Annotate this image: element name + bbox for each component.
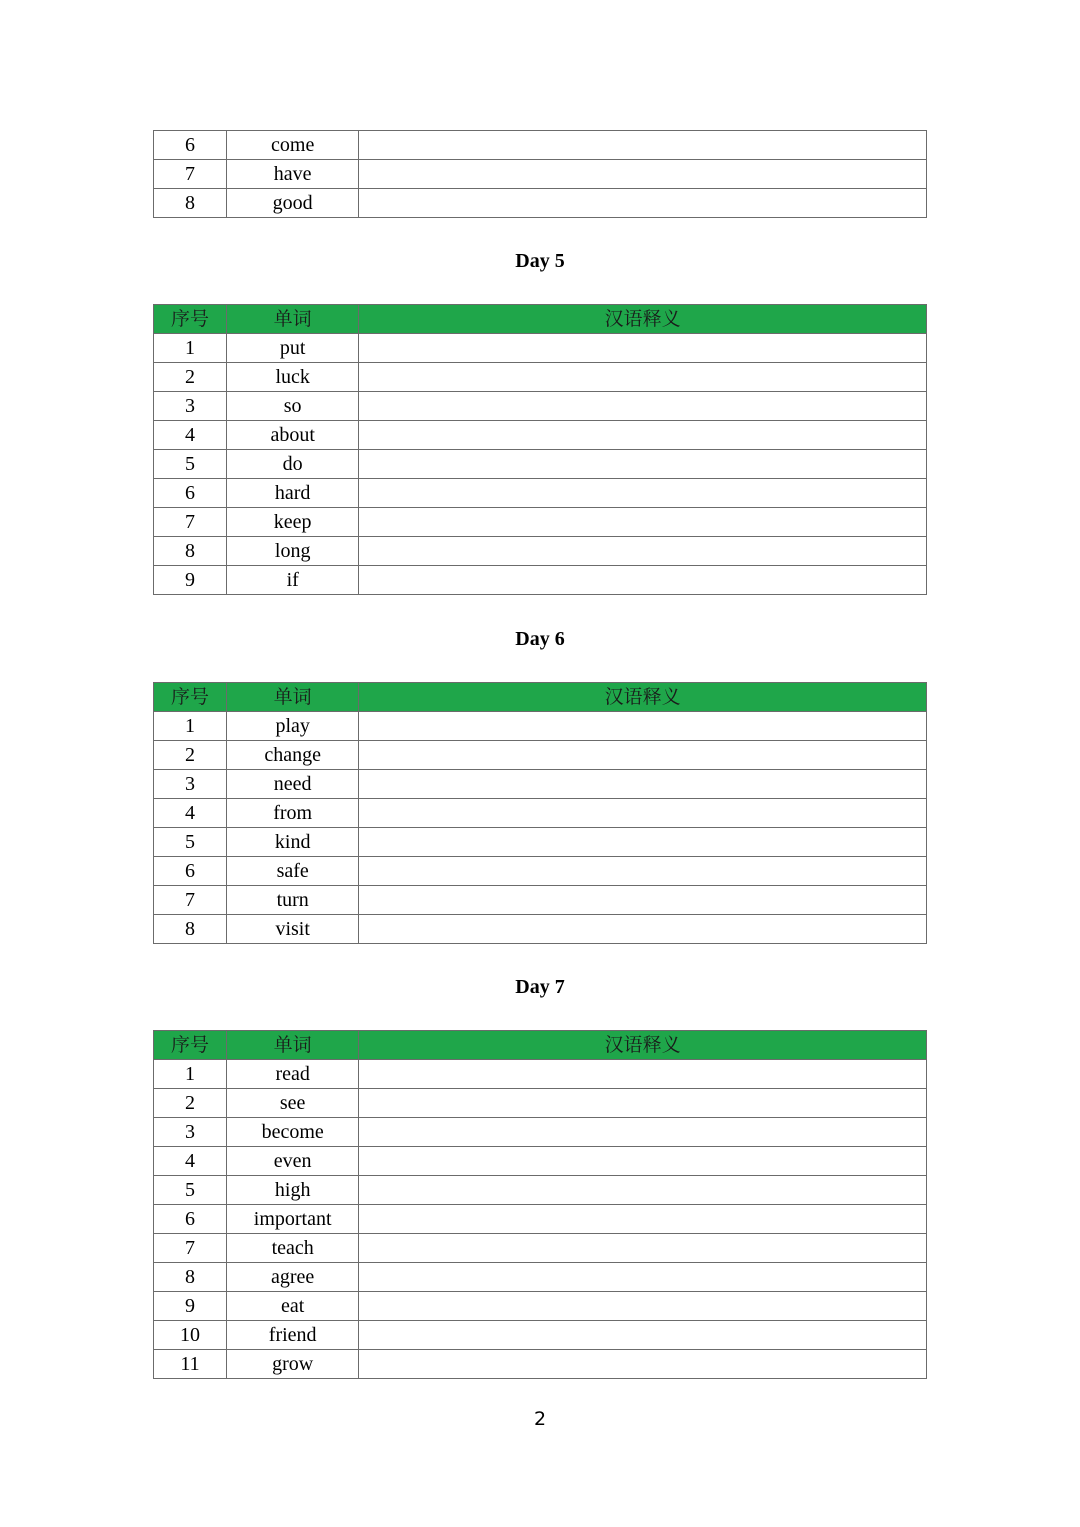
row-word: come <box>227 131 359 160</box>
row-number: 2 <box>154 741 227 770</box>
vocab-table-day6 <box>153 682 927 944</box>
table-row <box>154 189 927 218</box>
row-definition-cell <box>359 508 927 537</box>
row-definition-cell <box>359 1205 927 1234</box>
row-definition-cell <box>359 1089 927 1118</box>
row-number: 8 <box>154 915 227 944</box>
row-number: 5 <box>154 450 227 479</box>
table-header-row <box>154 1031 927 1060</box>
row-number: 7 <box>154 886 227 915</box>
table-row <box>154 1292 927 1321</box>
header-number: 序号 <box>154 683 227 712</box>
table-row <box>154 915 927 944</box>
row-definition-cell <box>359 1350 927 1379</box>
row-number: 6 <box>154 131 227 160</box>
header-definition: 汉语释义 <box>359 305 927 334</box>
table-row <box>154 479 927 508</box>
table-row <box>154 1176 927 1205</box>
header-number: 序号 <box>154 305 227 334</box>
table-row <box>154 1350 927 1379</box>
row-word: high <box>227 1176 359 1205</box>
row-number: 1 <box>154 712 227 741</box>
row-definition-cell <box>359 1176 927 1205</box>
row-word: kind <box>227 828 359 857</box>
row-definition-cell <box>359 915 927 944</box>
table-row <box>154 828 927 857</box>
row-number: 5 <box>154 1176 227 1205</box>
table-row <box>154 450 927 479</box>
vocab-table-day5 <box>153 304 927 595</box>
row-word: friend <box>227 1321 359 1350</box>
row-definition-cell <box>359 566 927 595</box>
row-definition-cell <box>359 189 927 218</box>
row-number: 3 <box>154 770 227 799</box>
table-row <box>154 1263 927 1292</box>
row-number: 8 <box>154 1263 227 1292</box>
row-number: 3 <box>154 1118 227 1147</box>
row-word: long <box>227 537 359 566</box>
row-definition-cell <box>359 479 927 508</box>
row-definition-cell <box>359 1321 927 1350</box>
vocab-table-continued <box>153 130 927 218</box>
row-definition-cell <box>359 160 927 189</box>
section-title: Day 6 <box>515 628 565 650</box>
table-row <box>154 566 927 595</box>
row-number: 2 <box>154 363 227 392</box>
header-word: 单词 <box>227 683 359 712</box>
row-number: 10 <box>154 1321 227 1350</box>
row-definition-cell <box>359 741 927 770</box>
table-row <box>154 131 927 160</box>
table-row <box>154 712 927 741</box>
row-number: 8 <box>154 189 227 218</box>
row-definition-cell <box>359 799 927 828</box>
table-header-row <box>154 305 927 334</box>
header-word: 单词 <box>227 305 359 334</box>
row-definition-cell <box>359 1147 927 1176</box>
row-number: 7 <box>154 1234 227 1263</box>
row-word: from <box>227 799 359 828</box>
header-number: 序号 <box>154 1031 227 1060</box>
row-number: 3 <box>154 392 227 421</box>
row-number: 4 <box>154 799 227 828</box>
row-number: 5 <box>154 828 227 857</box>
row-word: about <box>227 421 359 450</box>
table-row <box>154 1205 927 1234</box>
row-number: 6 <box>154 1205 227 1234</box>
row-word: become <box>227 1118 359 1147</box>
header-word: 单词 <box>227 1031 359 1060</box>
row-word: read <box>227 1060 359 1089</box>
row-number: 4 <box>154 1147 227 1176</box>
header-definition: 汉语释义 <box>359 1031 927 1060</box>
row-word: need <box>227 770 359 799</box>
row-word: important <box>227 1205 359 1234</box>
row-definition-cell <box>359 537 927 566</box>
row-word: change <box>227 741 359 770</box>
row-number: 6 <box>154 857 227 886</box>
table-row <box>154 1321 927 1350</box>
row-word: keep <box>227 508 359 537</box>
row-number: 1 <box>154 334 227 363</box>
table-row <box>154 1118 927 1147</box>
row-number: 9 <box>154 566 227 595</box>
row-definition-cell <box>359 1292 927 1321</box>
table-row <box>154 1060 927 1089</box>
row-word: agree <box>227 1263 359 1292</box>
row-definition-cell <box>359 334 927 363</box>
row-number: 2 <box>154 1089 227 1118</box>
row-definition-cell <box>359 1060 927 1089</box>
row-definition-cell <box>359 1234 927 1263</box>
row-word: hard <box>227 479 359 508</box>
table-row <box>154 1234 927 1263</box>
row-definition-cell <box>359 828 927 857</box>
row-number: 9 <box>154 1292 227 1321</box>
section-title: Day 5 <box>515 250 565 272</box>
row-word: even <box>227 1147 359 1176</box>
row-word: play <box>227 712 359 741</box>
table-row <box>154 1147 927 1176</box>
table-row <box>154 508 927 537</box>
row-definition-cell <box>359 421 927 450</box>
row-definition-cell <box>359 857 927 886</box>
row-word: grow <box>227 1350 359 1379</box>
row-word: see <box>227 1089 359 1118</box>
header-definition: 汉语释义 <box>359 683 927 712</box>
row-word: eat <box>227 1292 359 1321</box>
row-number: 8 <box>154 537 227 566</box>
row-number: 7 <box>154 508 227 537</box>
row-number: 6 <box>154 479 227 508</box>
table-row <box>154 421 927 450</box>
row-word: luck <box>227 363 359 392</box>
section-title: Day 7 <box>515 976 565 998</box>
row-definition-cell <box>359 131 927 160</box>
row-word: put <box>227 334 359 363</box>
row-number: 11 <box>154 1350 227 1379</box>
row-word: teach <box>227 1234 359 1263</box>
table-row <box>154 770 927 799</box>
table-row <box>154 160 927 189</box>
table-header-row <box>154 683 927 712</box>
table-row <box>154 857 927 886</box>
row-word: turn <box>227 886 359 915</box>
row-word: if <box>227 566 359 595</box>
row-number: 7 <box>154 160 227 189</box>
row-word: visit <box>227 915 359 944</box>
row-number: 4 <box>154 421 227 450</box>
row-word: safe <box>227 857 359 886</box>
row-definition-cell <box>359 363 927 392</box>
row-word: have <box>227 160 359 189</box>
vocab-table-day7 <box>153 1030 927 1379</box>
row-word: so <box>227 392 359 421</box>
row-definition-cell <box>359 1263 927 1292</box>
row-word: good <box>227 189 359 218</box>
row-definition-cell <box>359 770 927 799</box>
table-row <box>154 799 927 828</box>
table-row <box>154 537 927 566</box>
table-row <box>154 886 927 915</box>
row-definition-cell <box>359 450 927 479</box>
row-number: 1 <box>154 1060 227 1089</box>
row-definition-cell <box>359 712 927 741</box>
table-row <box>154 334 927 363</box>
table-row <box>154 363 927 392</box>
page-number: 2 <box>533 1408 547 1430</box>
row-definition-cell <box>359 886 927 915</box>
table-row <box>154 392 927 421</box>
table-row <box>154 741 927 770</box>
row-definition-cell <box>359 392 927 421</box>
row-word: do <box>227 450 359 479</box>
table-row <box>154 1089 927 1118</box>
row-definition-cell <box>359 1118 927 1147</box>
